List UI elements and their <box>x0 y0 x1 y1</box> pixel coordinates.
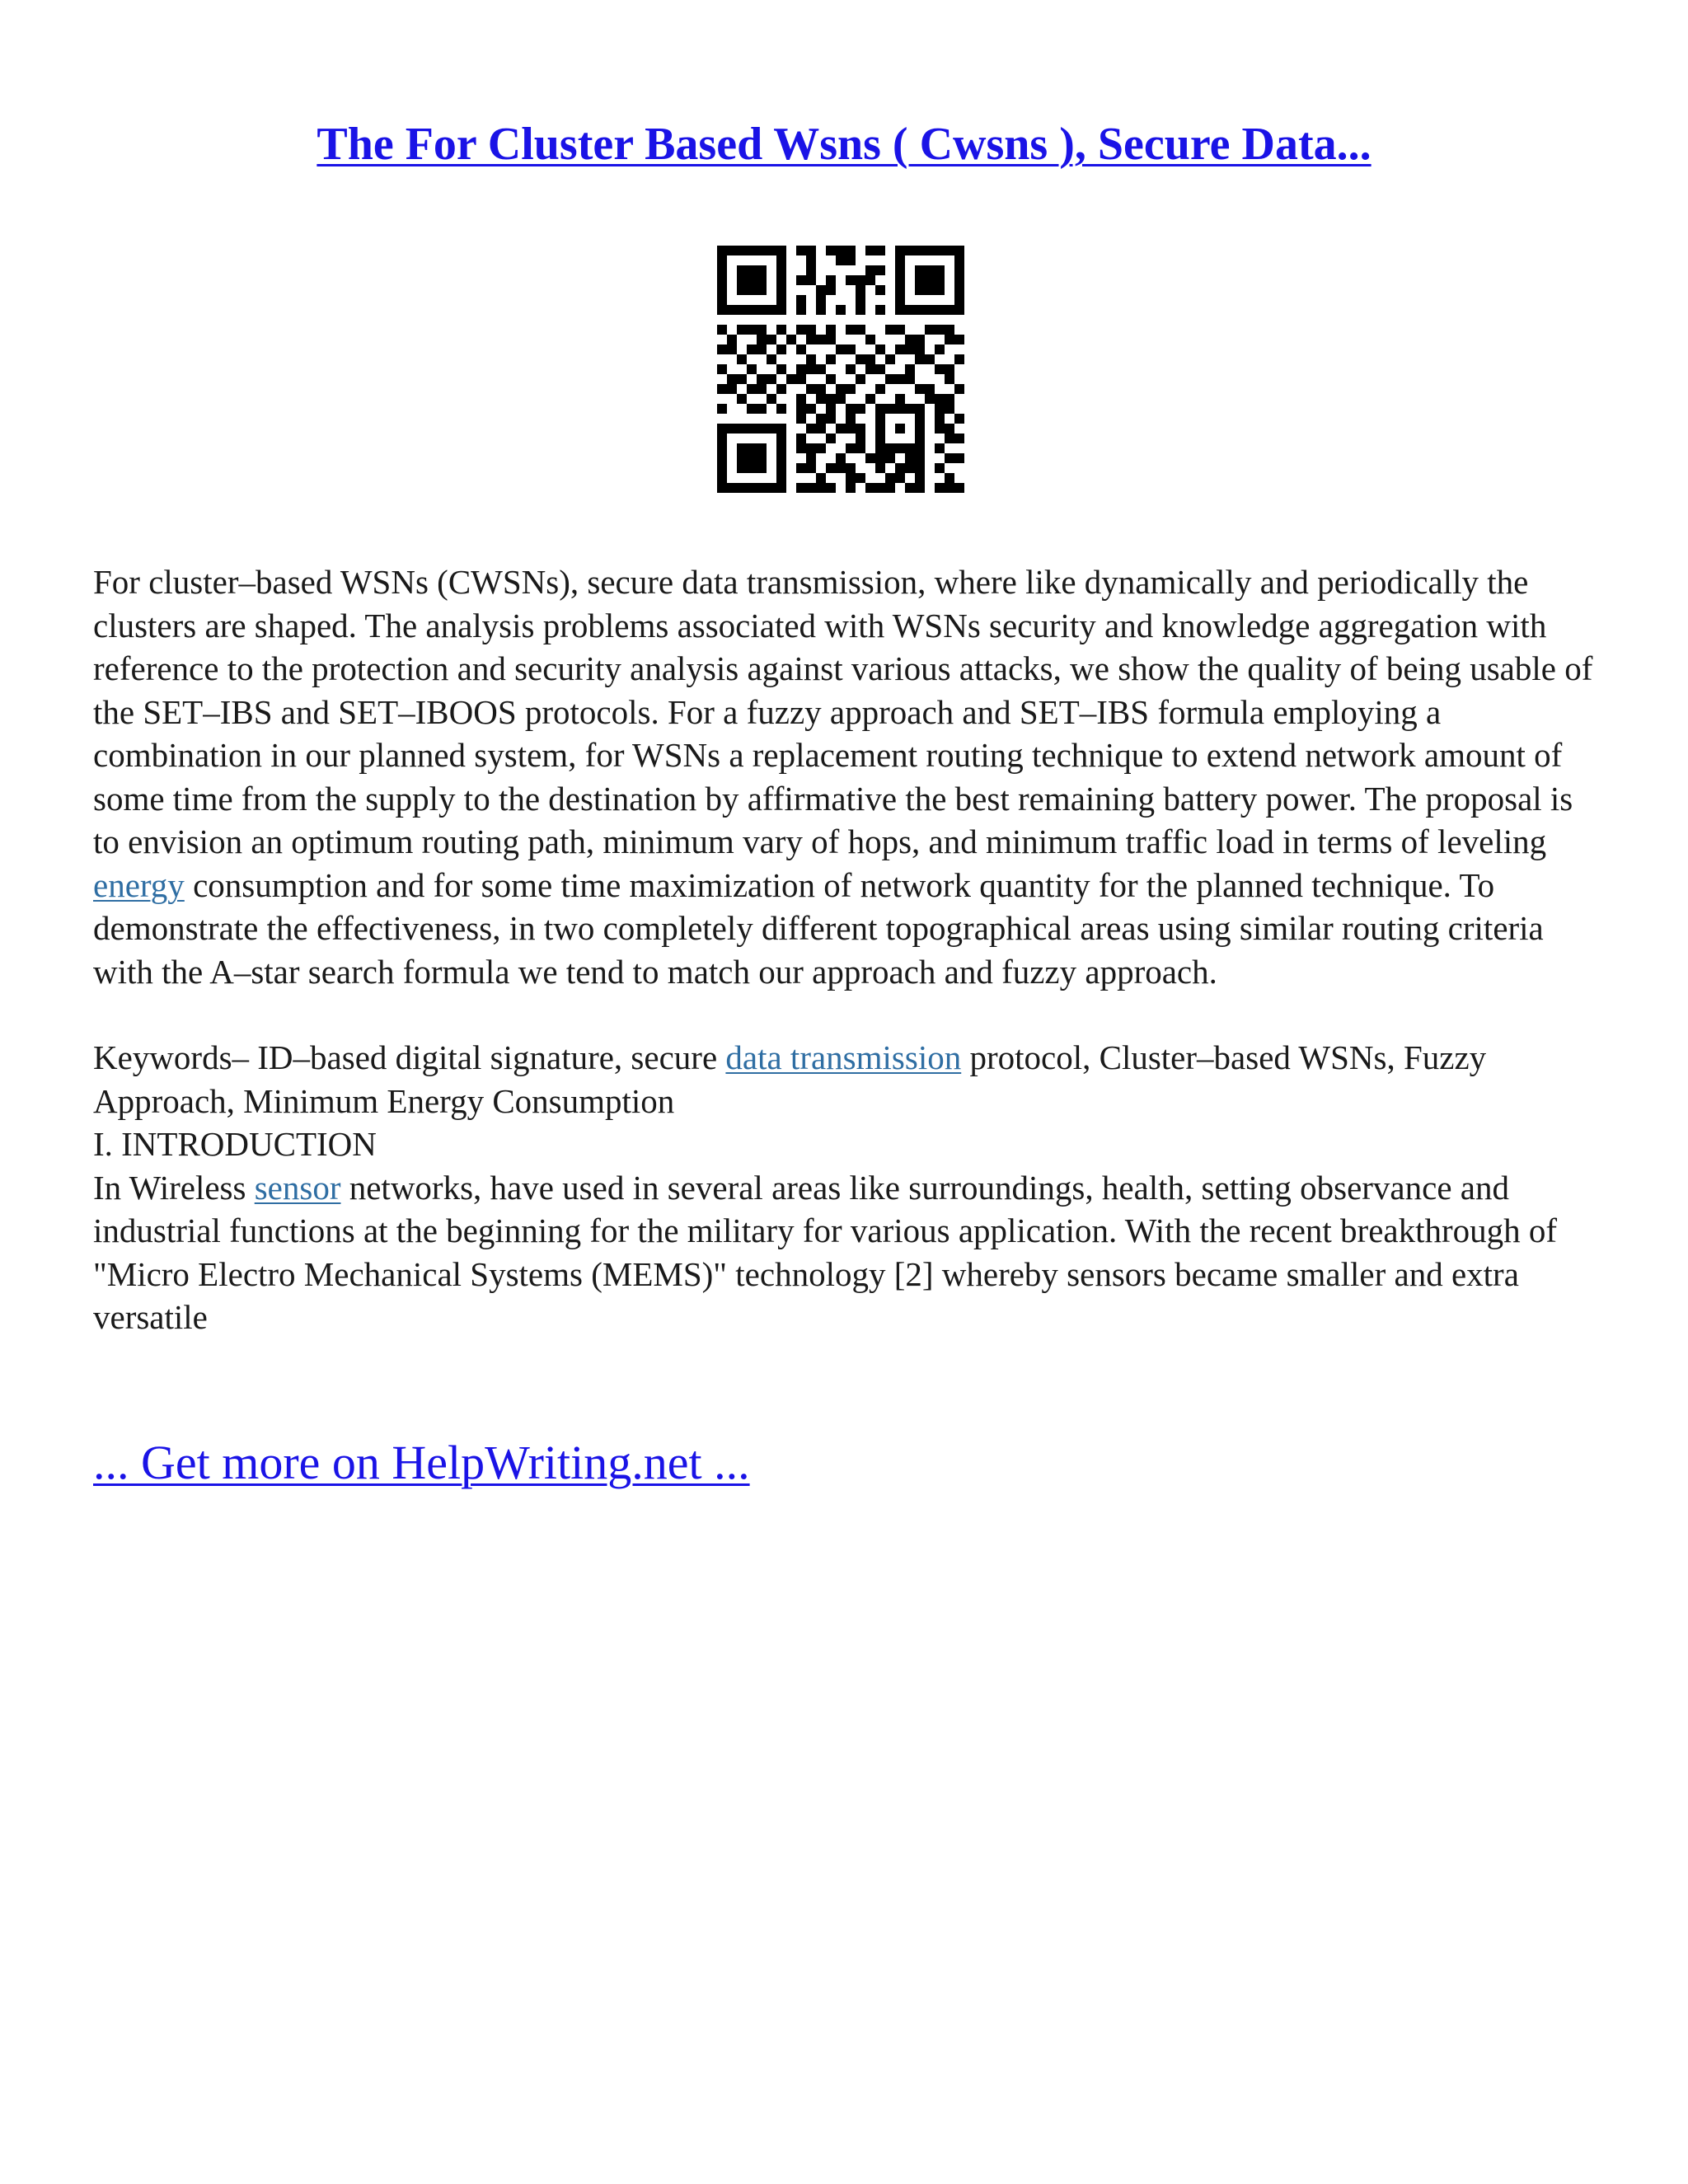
abstract-text-start: For cluster–based WSNs (CWSNs), secure data transmission, where like dynamically and periodically the clusters are shaped. The analysis problems associated with WSNs security and knowledge aggregation with reference to the protection and security analysis against various attacks, we show the quality of being usable of the SET–IBS and SET–IBOOS protocols. For a fuzzy approach and SET–IBS formula employing a combination in our planned system, for WSNs a replacement routing technique to extend network amount of some time from the supply to the destination by affirmative the best remaining battery power. The proposal is to envision an optimum routing path, minimum vary of hops, and minimum traffic load in terms of leveling <box>93 563 1593 860</box>
paragraph-spacer <box>93 993 1601 1036</box>
sensor-link[interactable]: sensor <box>254 1168 341 1207</box>
intro-text-end: networks, have used in several areas like surroundings, health, setting observance and industrial functions at the beginning for the military for various application. With the recent breakthrough of "Micro Electro Mechanical Systems (MEMS)" technology [2] whereby sensors became smaller and extra versatile <box>93 1168 1558 1336</box>
keywords-text-end: protocol, Cluster–based WSNs, Fuzzy Approach, Minimum Energy Consumption <box>93 1038 1487 1120</box>
get-more-link[interactable]: ... Get more on HelpWriting.net ... <box>93 1436 750 1489</box>
get-more-cta <box>93 1434 750 1492</box>
document-body <box>93 560 1601 1339</box>
intro-paragraph <box>93 1166 1601 1339</box>
abstract-text-end: consumption and for some time maximization of network quantity for the planned technique. To demonstrate the effectiveness, in two completely different topographical areas using similar routing criteria with the A–star search formula we tend to match our approach and fuzzy approach. <box>93 865 1544 991</box>
keywords-paragraph <box>93 1036 1601 1122</box>
qr-code-icon <box>717 246 964 493</box>
keywords-text-start: Keywords– ID–based digital signature, secure <box>93 1038 726 1076</box>
title-link[interactable]: The For Cluster Based Wsns ( Cwsns ), Secure Data... <box>316 119 1372 170</box>
energy-link[interactable]: energy <box>93 865 185 904</box>
intro-text-start: In Wireless <box>93 1168 255 1207</box>
section-heading: I. INTRODUCTION <box>93 1125 377 1163</box>
abstract-paragraph <box>93 560 1601 993</box>
document-title <box>0 115 1688 173</box>
data-transmission-link[interactable]: data transmission <box>725 1038 962 1076</box>
